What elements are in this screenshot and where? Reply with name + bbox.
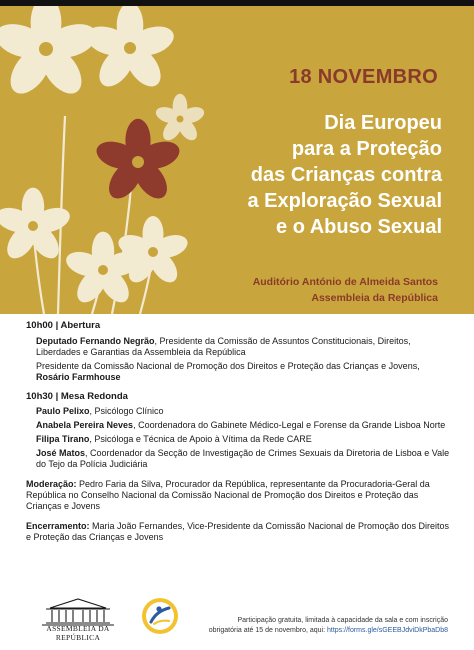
venue-line: Assembleia da República xyxy=(311,292,438,304)
registration-note xyxy=(208,616,448,636)
closing-entry: Encerramento: Maria João Fernandes, Vice-Presidente da Comissão Nacional de Promoção dos Direitos e Proteção das Crianças e Jovens xyxy=(26,521,450,542)
venue-line: Auditório António de Almeida Santos xyxy=(252,276,438,288)
event-title xyxy=(182,110,442,240)
program xyxy=(26,320,450,543)
registration-link[interactable]: https://forms.gle/sGEEBJdviDkPbaDb8 xyxy=(327,627,448,634)
round-table-heading: 10h30 | Mesa Redonda xyxy=(26,391,128,402)
registration-text: Participação gratuita, limitada à capacidade da sala e com inscrição obrigatória até 15 de novembro, aqui: xyxy=(208,617,448,634)
opening-entry: Deputado Fernando Negrão, Presidente da Comissão de Assuntos Constitucionais, Direitos, Liberdades e Garantias da Assembleia da República xyxy=(36,336,411,357)
speaker-entry: Paulo Pelixo, Psicólogo Clínico xyxy=(36,406,164,416)
speaker-entry: José Matos, Coordenador da Secção de Investigação de Crimes Sexuais da Diretoria de Lisboa e Vale do Tejo da Polícia Judiciária xyxy=(36,448,450,469)
title-line: das Crianças contra xyxy=(250,164,442,186)
assembleia-logo-text: ASSEMBLEIA DA REPÚBLICA xyxy=(46,624,110,642)
footer xyxy=(0,594,474,650)
opening-entry: Presidente da Comissão Nacional de Promoção dos Direitos e Proteção das Crianças e Jovens, Rosário Farmhouse xyxy=(36,361,420,382)
opening-heading: 10h00 | Abertura xyxy=(26,320,101,331)
title-line: Dia Europeu xyxy=(324,112,442,134)
event-venue xyxy=(253,274,438,306)
event-date: 18 NOVEMBRO xyxy=(289,66,438,88)
speaker-entry: Anabela Pereira Neves, Coordenadora do Gabinete Médico-Legal e Forense da Grande Lisboa Norte xyxy=(36,420,446,430)
title-line: a Exploração Sexual xyxy=(247,190,442,212)
moderation-entry: Moderação: Pedro Faria da Silva, Procurador da República, representante da Procuradoria-Geral da República no Conselho Nacional da Comissão Nacional de Promoção dos Direitos e Proteção das Crianças e Jovens xyxy=(26,479,430,511)
title-line: para a Proteção xyxy=(291,138,442,160)
cnpdpcj-logo-icon xyxy=(140,596,180,636)
title-line: e o Abuso Sexual xyxy=(276,216,442,238)
speaker-entry: Filipa Tirano, Psicóloga e Técnica de Apoio à Vítima da Rede CARE xyxy=(36,434,312,444)
hero-banner xyxy=(0,6,474,314)
